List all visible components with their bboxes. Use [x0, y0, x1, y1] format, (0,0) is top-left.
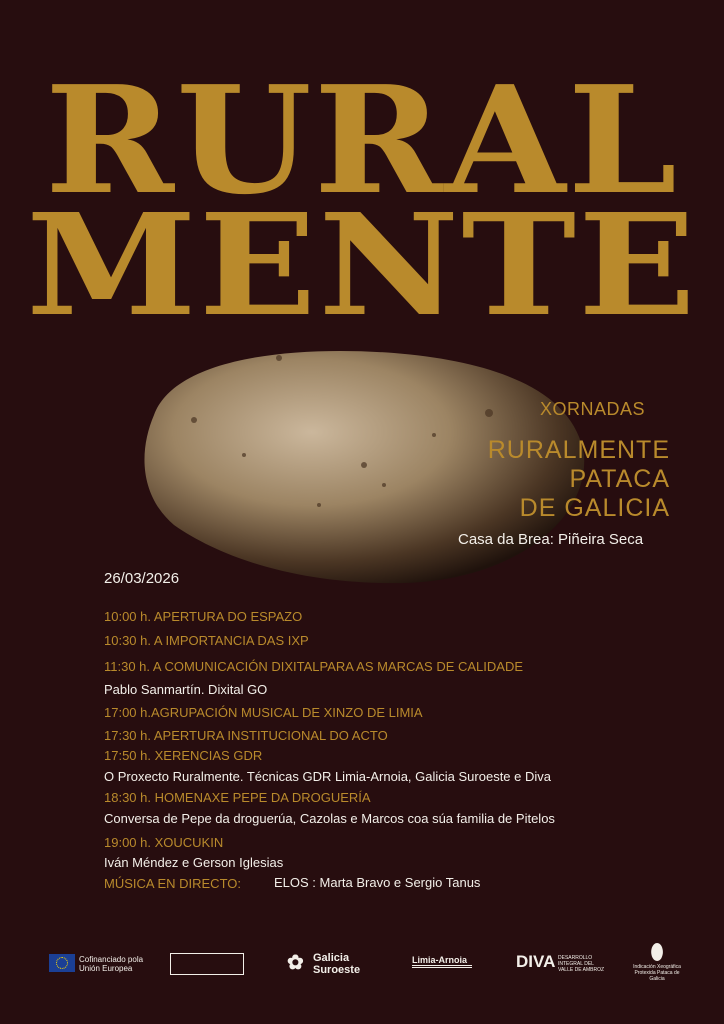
intro-label: XORNADAS	[540, 399, 646, 419]
schedule-item: 11:30 h. A COMUNICACIÓN DIXITALPARA AS MARCAS DE CALIDADE	[104, 659, 524, 674]
galicia-suroeste-text: Galicia Suroeste	[313, 952, 361, 976]
diva-subtext: DESARROLLO INTEGRAL DEL VALLE DE AMBROZ	[558, 955, 605, 973]
schedule-speaker: Iván Méndez e Gerson Iglesias	[104, 855, 284, 870]
schedule-item: 10:30 h. A IMPORTANCIA DAS IXP	[104, 633, 309, 648]
schedule-item: MÚSICA EN DIRECTO:	[104, 876, 242, 891]
event-date: 26/03/2026	[104, 570, 180, 587]
sponsor-logos	[0, 938, 724, 988]
limia-arnoia-logo: Limia-Arnoia	[412, 956, 472, 968]
schedule-speaker: Pablo Sanmartín. Dixital GO	[104, 682, 268, 697]
schedule-speaker: O Proxecto Ruralmente. Técnicas GDR Limia-Arnoia, Galicia Suroeste e Diva	[104, 769, 551, 784]
schedule-item: 19:00 h. XOUCUKIN	[104, 835, 224, 850]
schedule-item: 10:00 h. APERTURA DO ESPAZO	[104, 609, 303, 624]
eu-logo-text: Cofinanciado pola Unión Europea	[79, 955, 144, 973]
igp-text: Indicación Xeográfica Protexida Pataca de Galicia	[633, 964, 681, 982]
venue: Casa da Brea: Piñeira Seca	[458, 531, 644, 548]
spain-government-logo	[170, 953, 244, 975]
potato-icon: ⬮	[650, 939, 664, 964]
diva-text: DIVA	[516, 952, 556, 971]
flower-icon: ✿	[287, 952, 304, 974]
title-mente: MENTE	[26, 184, 698, 348]
event-name-line3: DE GALICIA	[519, 494, 670, 522]
schedule-item: 17:30 h. APERTURA INSTITUCIONAL DO ACTO	[104, 728, 388, 743]
igp-logo	[632, 940, 682, 982]
event-name	[488, 436, 670, 523]
music-artists: ELOS : Marta Bravo e Sergio Tanus	[274, 875, 481, 890]
event-name-line1: RURALMENTE	[487, 436, 670, 464]
schedule-item: 17:50 h. XERENCIAS GDR	[104, 748, 263, 763]
schedule-item: 18:30 h. HOMENAXE PEPE DA DROGUERÍA	[104, 790, 371, 805]
event-name-line2: PATACA	[569, 465, 670, 493]
title-rural: RURAL	[44, 53, 680, 227]
eu-flag-icon	[49, 954, 75, 972]
schedule-item: 17:00 h.AGRUPACIÓN MUSICAL DE XINZO DE LIMIA	[104, 705, 423, 720]
schedule-speaker: Conversa de Pepe da droguerúa, Cazolas e Marcos coa súa familia de Pitelos	[104, 811, 555, 826]
